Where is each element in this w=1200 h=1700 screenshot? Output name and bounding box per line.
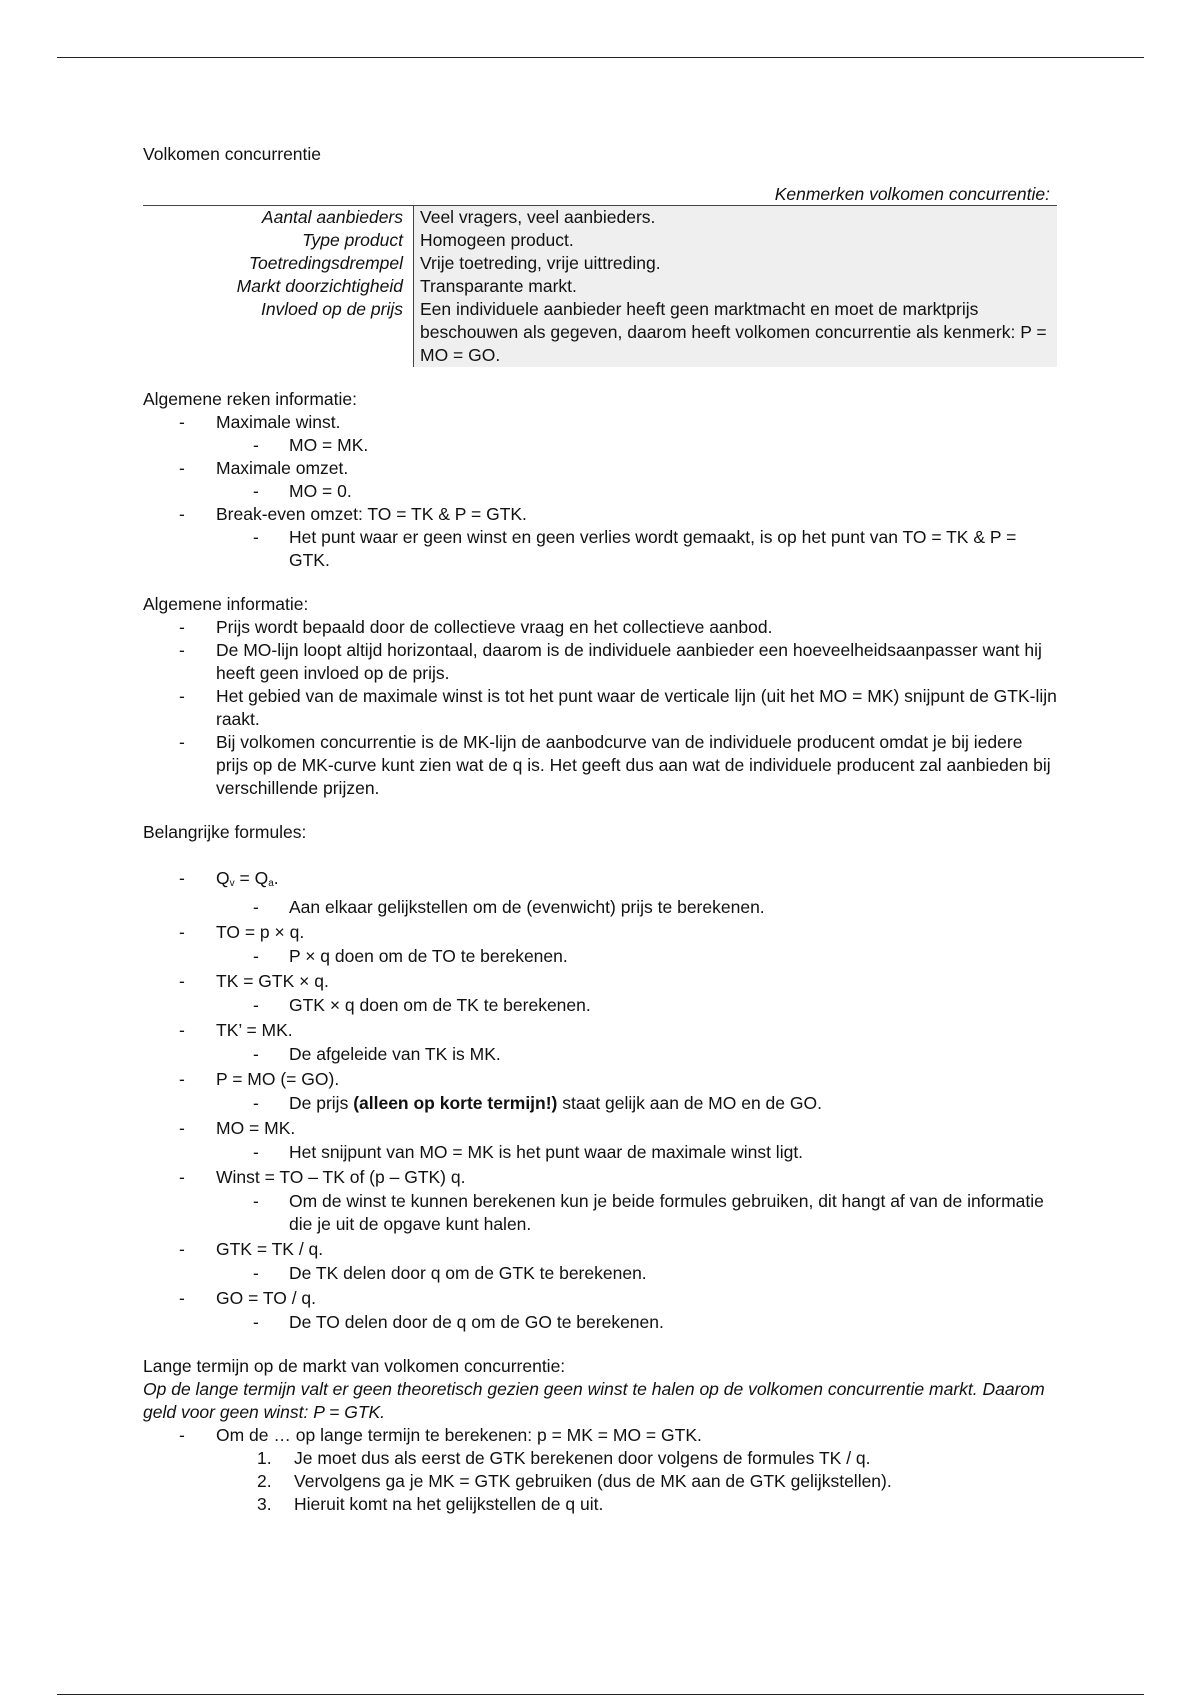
list-item <box>143 867 1058 919</box>
list-item <box>143 685 1058 731</box>
sub-item-text: Om de winst te kunnen berekenen kun je beide formules gebruiken, dit hangt af van de informatie die je uit de opgave kunt halen. <box>289 1191 1044 1234</box>
step-number: 2. <box>257 1471 272 1491</box>
list-item <box>143 639 1058 685</box>
list-item <box>143 731 1058 800</box>
bullet: - <box>179 1118 185 1138</box>
bullet: - <box>253 995 259 1015</box>
bullet: - <box>253 1312 259 1332</box>
row-label: Invloed op de prijs <box>143 298 414 367</box>
characteristics-table <box>143 205 1057 367</box>
bullet: - <box>179 1425 185 1445</box>
sub-item-text: De TO delen door de q om de GO te berekenen. <box>289 1312 664 1332</box>
step-number: 1. <box>257 1448 272 1468</box>
sub-list-item <box>216 1043 1058 1066</box>
sub-list-item <box>216 1092 1058 1115</box>
section-heading: Algemene informatie: <box>143 594 309 614</box>
bullet: - <box>253 1191 259 1211</box>
list-item <box>143 411 1058 457</box>
list-item <box>143 1287 1058 1334</box>
section-general-info <box>143 593 1058 800</box>
bullet: - <box>253 527 259 547</box>
list-item-text: Om de … op lange termijn te berekenen: p = MK = MO = GTK. <box>216 1425 702 1445</box>
formula-text: TO = p × q. <box>216 922 305 942</box>
section-heading: Belangrijke formules: <box>143 822 307 842</box>
formula-text: MO = MK. <box>216 1118 296 1138</box>
section-formulas <box>143 821 1058 1334</box>
formula-text: GO = TO / q. <box>216 1288 317 1308</box>
long-term-note: Op de lange termijn valt er geen theoretisch gezien geen winst te halen op de volkomen concurrentie markt. Daarom geld voor geen winst: P = GTK. <box>143 1379 1045 1422</box>
row-value: Veel vragers, veel aanbieders. <box>414 206 1058 230</box>
sub-list-item <box>216 945 1058 968</box>
row-label: Aantal aanbieders <box>143 206 414 230</box>
row-value: Een individuele aanbieder heeft geen marktmacht en moet de marktprijs beschouwen als gegeven, daarom heeft volkomen concurrentie als kenmerk: P = MO = GO. <box>414 298 1058 367</box>
sub-list-item <box>216 1311 1058 1334</box>
step-number: 3. <box>257 1494 272 1514</box>
sub-item-text: De afgeleide van TK is MK. <box>289 1044 501 1064</box>
sub-item-text: MO = MK. <box>289 435 369 455</box>
sub-list-item <box>216 1262 1058 1285</box>
step-item <box>143 1493 1058 1516</box>
step-item <box>143 1447 1058 1470</box>
sub-item-text: De prijs (alleen op korte termijn!) staat gelijk aan de MO en de GO. <box>289 1093 822 1113</box>
bullet: - <box>253 435 259 455</box>
list-item-text: Maximale omzet. <box>216 458 349 478</box>
list-item <box>143 1068 1058 1115</box>
formula-text: TK = GTK × q. <box>216 971 329 991</box>
list-item-text: Maximale winst. <box>216 412 341 432</box>
sub-list-item <box>216 994 1058 1017</box>
list-item <box>143 616 1058 639</box>
list-item <box>143 921 1058 968</box>
table-row <box>143 206 1057 230</box>
bullet: - <box>253 946 259 966</box>
row-label: Toetredingsdrempel <box>143 252 414 275</box>
bullet: - <box>179 1288 185 1308</box>
bullet: - <box>253 1263 259 1283</box>
bullet: - <box>179 1239 185 1259</box>
sub-list-item <box>216 1141 1058 1164</box>
bullet: - <box>179 971 185 991</box>
table-row <box>143 298 1057 367</box>
bullet: - <box>179 686 185 706</box>
bullet: - <box>179 922 185 942</box>
list-item <box>143 970 1058 1017</box>
bullet: - <box>179 1167 185 1187</box>
sub-item-text: MO = 0. <box>289 481 352 501</box>
formula-qv-qa: $Q_v = Q_a$. <box>216 868 279 889</box>
sub-item-text: De TK delen door q om de GTK te berekenen. <box>289 1263 647 1283</box>
formula-text: TK’ = MK. <box>216 1020 293 1040</box>
bullet: - <box>253 1044 259 1064</box>
table-row <box>143 252 1057 275</box>
bullet: - <box>179 1020 185 1040</box>
row-value: Transparante markt. <box>414 275 1058 298</box>
sub-list-item <box>216 1190 1058 1236</box>
row-label: Type product <box>143 229 414 252</box>
step-text: Hieruit komt na het gelijkstellen de q uit. <box>294 1494 604 1514</box>
bullet: - <box>253 481 259 501</box>
row-label: Markt doorzichtigheid <box>143 275 414 298</box>
bullet: - <box>179 1069 185 1089</box>
bullet: - <box>253 897 259 917</box>
steps-list <box>143 1447 1058 1516</box>
row-value: Homogeen product. <box>414 229 1058 252</box>
formula-text: GTK = TK / q. <box>216 1239 324 1259</box>
step-text: Vervolgens ga je MK = GTK gebruiken (dus de MK aan de GTK gelijkstellen). <box>294 1471 892 1491</box>
bullet: - <box>179 504 185 524</box>
bullet: - <box>179 640 185 660</box>
sub-list-item <box>216 480 1058 503</box>
sub-list-item <box>216 896 1058 919</box>
list-item <box>143 1238 1058 1285</box>
step-text: Je moet dus als eerst de GTK berekenen door volgens de formules TK / q. <box>294 1448 871 1468</box>
list-item-text: Het gebied van de maximale winst is tot het punt waar de verticale lijn (uit het MO = MK) snijpunt de GTK-lijn raakt. <box>216 686 1057 729</box>
bullet: - <box>253 1142 259 1162</box>
sub-list-item <box>216 526 1058 572</box>
sub-item-text: Aan elkaar gelijkstellen om de (evenwicht) prijs te berekenen. <box>289 897 765 917</box>
list-item <box>143 1019 1058 1066</box>
sub-item-text: P × q doen om de TO te berekenen. <box>289 946 568 966</box>
bullet: - <box>179 458 185 478</box>
list-item <box>143 503 1058 572</box>
list-item <box>143 1117 1058 1164</box>
list-item-text: Prijs wordt bepaald door de collectieve vraag en het collectieve aanbod. <box>216 617 773 637</box>
sub-item-text: Het punt waar er geen winst en geen verlies wordt gemaakt, is op het punt van TO = TK & P = GTK. <box>289 527 1017 570</box>
section-heading: Lange termijn op de markt van volkomen concurrentie: <box>143 1356 566 1376</box>
section-heading: Algemene reken informatie: <box>143 389 357 409</box>
table-row <box>143 229 1057 252</box>
list-item-text: De MO-lijn loopt altijd horizontaal, daarom is de individuele aanbieder een hoeveelheidsaanpasser want hij heeft geen invloed op de prijs. <box>216 640 1042 683</box>
step-item <box>143 1470 1058 1493</box>
table-row <box>143 275 1057 298</box>
list-item <box>143 457 1058 503</box>
header-rule <box>57 57 1144 58</box>
page-title: Volkomen concurrentie <box>143 144 322 164</box>
footer-rule <box>57 1694 1144 1695</box>
list-item-text: Break-even omzet: TO = TK & P = GTK. <box>216 504 527 524</box>
section-calc-info <box>143 388 1058 572</box>
bullet: - <box>179 732 185 752</box>
bullet: - <box>179 617 185 637</box>
formula-text: P = MO (= GO). <box>216 1069 340 1089</box>
sub-item-text: GTK × q doen om de TK te berekenen. <box>289 995 591 1015</box>
list-item <box>143 1166 1058 1236</box>
list-item-text: Bij volkomen concurrentie is de MK-lijn de aanbodcurve van de individuele producent omdat je bij iedere prijs op de MK-curve kunt zien wat de q is. Het geeft dus aan wat de individuele producent zal aanbieden bij verschillende prijzen. <box>216 732 1051 798</box>
list-item <box>143 1424 1058 1447</box>
bullet: - <box>253 1093 259 1113</box>
table-caption: Kenmerken volkomen concurrentie: <box>774 184 1050 204</box>
row-value: Vrije toetreding, vrije uittreding. <box>414 252 1058 275</box>
sub-item-text: Het snijpunt van MO = MK is het punt waar de maximale winst ligt. <box>289 1142 804 1162</box>
bullet: - <box>179 412 185 432</box>
bullet: - <box>179 868 185 888</box>
sub-list-item <box>216 434 1058 457</box>
section-long-term <box>143 1355 1058 1516</box>
formula-text: Winst = TO – TK of (p – GTK) q. <box>216 1167 466 1187</box>
document-body <box>143 143 1058 1516</box>
